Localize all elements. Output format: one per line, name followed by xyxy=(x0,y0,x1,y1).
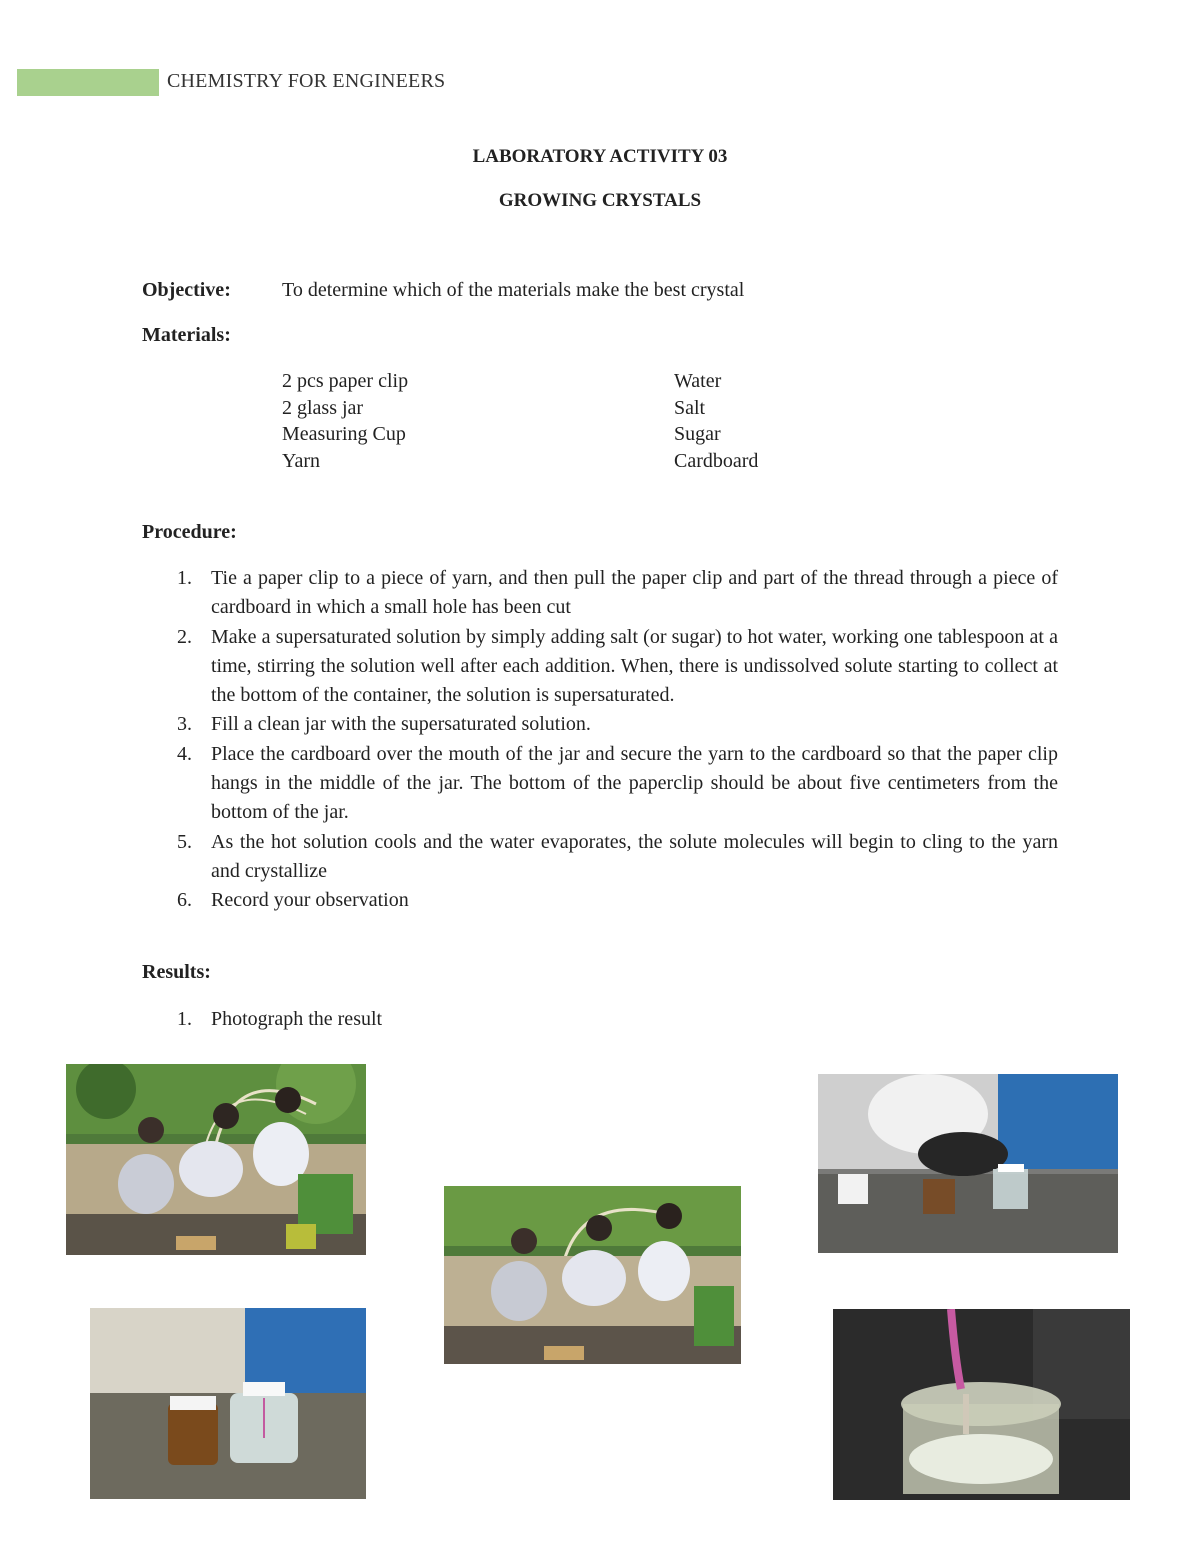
procedure-step xyxy=(142,828,1058,887)
step-text: Make a supersaturated solution by simply adding salt (or sugar) to hot water, working one tablespoon at a time, stirring the solution well after each addition. When, there is undissolved solute starting to collect at the bottom of the container, the solution is supersaturated. xyxy=(211,625,1058,707)
step-number: 3. xyxy=(177,713,192,736)
step-text: Record your observation xyxy=(211,889,409,912)
procedure-step xyxy=(142,623,1058,711)
procedure-label: Procedure: xyxy=(142,521,237,543)
step-number: 4. xyxy=(177,742,192,765)
step-number: 1. xyxy=(177,1008,192,1030)
activity-title: LABORATORY ACTIVITY 03 xyxy=(472,146,728,167)
objective-text: To determine which of the materials make the best crystal xyxy=(282,279,745,301)
material-item: Cardboard xyxy=(674,450,759,473)
result-photo-two-jars xyxy=(90,1308,366,1499)
material-item: Water xyxy=(674,370,722,392)
material-item: Yarn xyxy=(282,450,320,473)
procedure-step xyxy=(142,710,1058,739)
step-number: 6. xyxy=(177,889,192,912)
materials-left-column xyxy=(282,368,408,475)
procedure-step xyxy=(142,564,1058,623)
result-photo-jar-closeup xyxy=(833,1309,1130,1500)
material-item: Measuring Cup xyxy=(282,423,406,446)
material-item: Sugar xyxy=(674,423,721,446)
header-accent-bar xyxy=(17,69,159,96)
material-item: 2 glass jar xyxy=(282,396,364,419)
objective-label: Objective: xyxy=(142,279,231,301)
material-item: Salt xyxy=(674,396,706,419)
results-list xyxy=(142,1005,1058,1034)
step-number: 5. xyxy=(177,830,192,853)
result-photo-students-2 xyxy=(444,1186,741,1364)
results-step xyxy=(142,1005,1058,1034)
step-text: As the hot solution cools and the water evaporates, the solute molecules will begin to cling to the yarn and crystallize xyxy=(211,830,1058,882)
step-number: 2. xyxy=(177,625,192,648)
procedure-step xyxy=(142,740,1058,828)
material-item: 2 pcs paper clip xyxy=(282,370,409,392)
step-text: Place the cardboard over the mouth of the jar and secure the yarn to the cardboard so that the paper clip hangs in the middle of the jar. The bottom of the paperclip should be about five centimeters from the bottom of the jar. xyxy=(211,742,1058,824)
step-text: Fill a clean jar with the supersaturated solution. xyxy=(211,713,591,736)
procedure-step xyxy=(142,886,1058,915)
result-photo-students-1 xyxy=(66,1064,366,1255)
result-photo-jars-ledge xyxy=(818,1074,1118,1253)
step-text: Tie a paper clip to a piece of yarn, and then pull the paper clip and part of the thread through a piece of cardboard in which a small hole has been cut xyxy=(211,567,1058,619)
step-text: Photograph the result xyxy=(211,1008,383,1030)
materials-label: Materials: xyxy=(142,324,231,346)
procedure-list xyxy=(142,564,1058,916)
step-number: 1. xyxy=(177,567,192,589)
activity-name: GROWING CRYSTALS xyxy=(498,190,702,211)
course-header: CHEMISTRY FOR ENGINEERS xyxy=(167,70,446,92)
results-label: Results: xyxy=(142,961,211,983)
materials-right-column xyxy=(674,368,758,475)
